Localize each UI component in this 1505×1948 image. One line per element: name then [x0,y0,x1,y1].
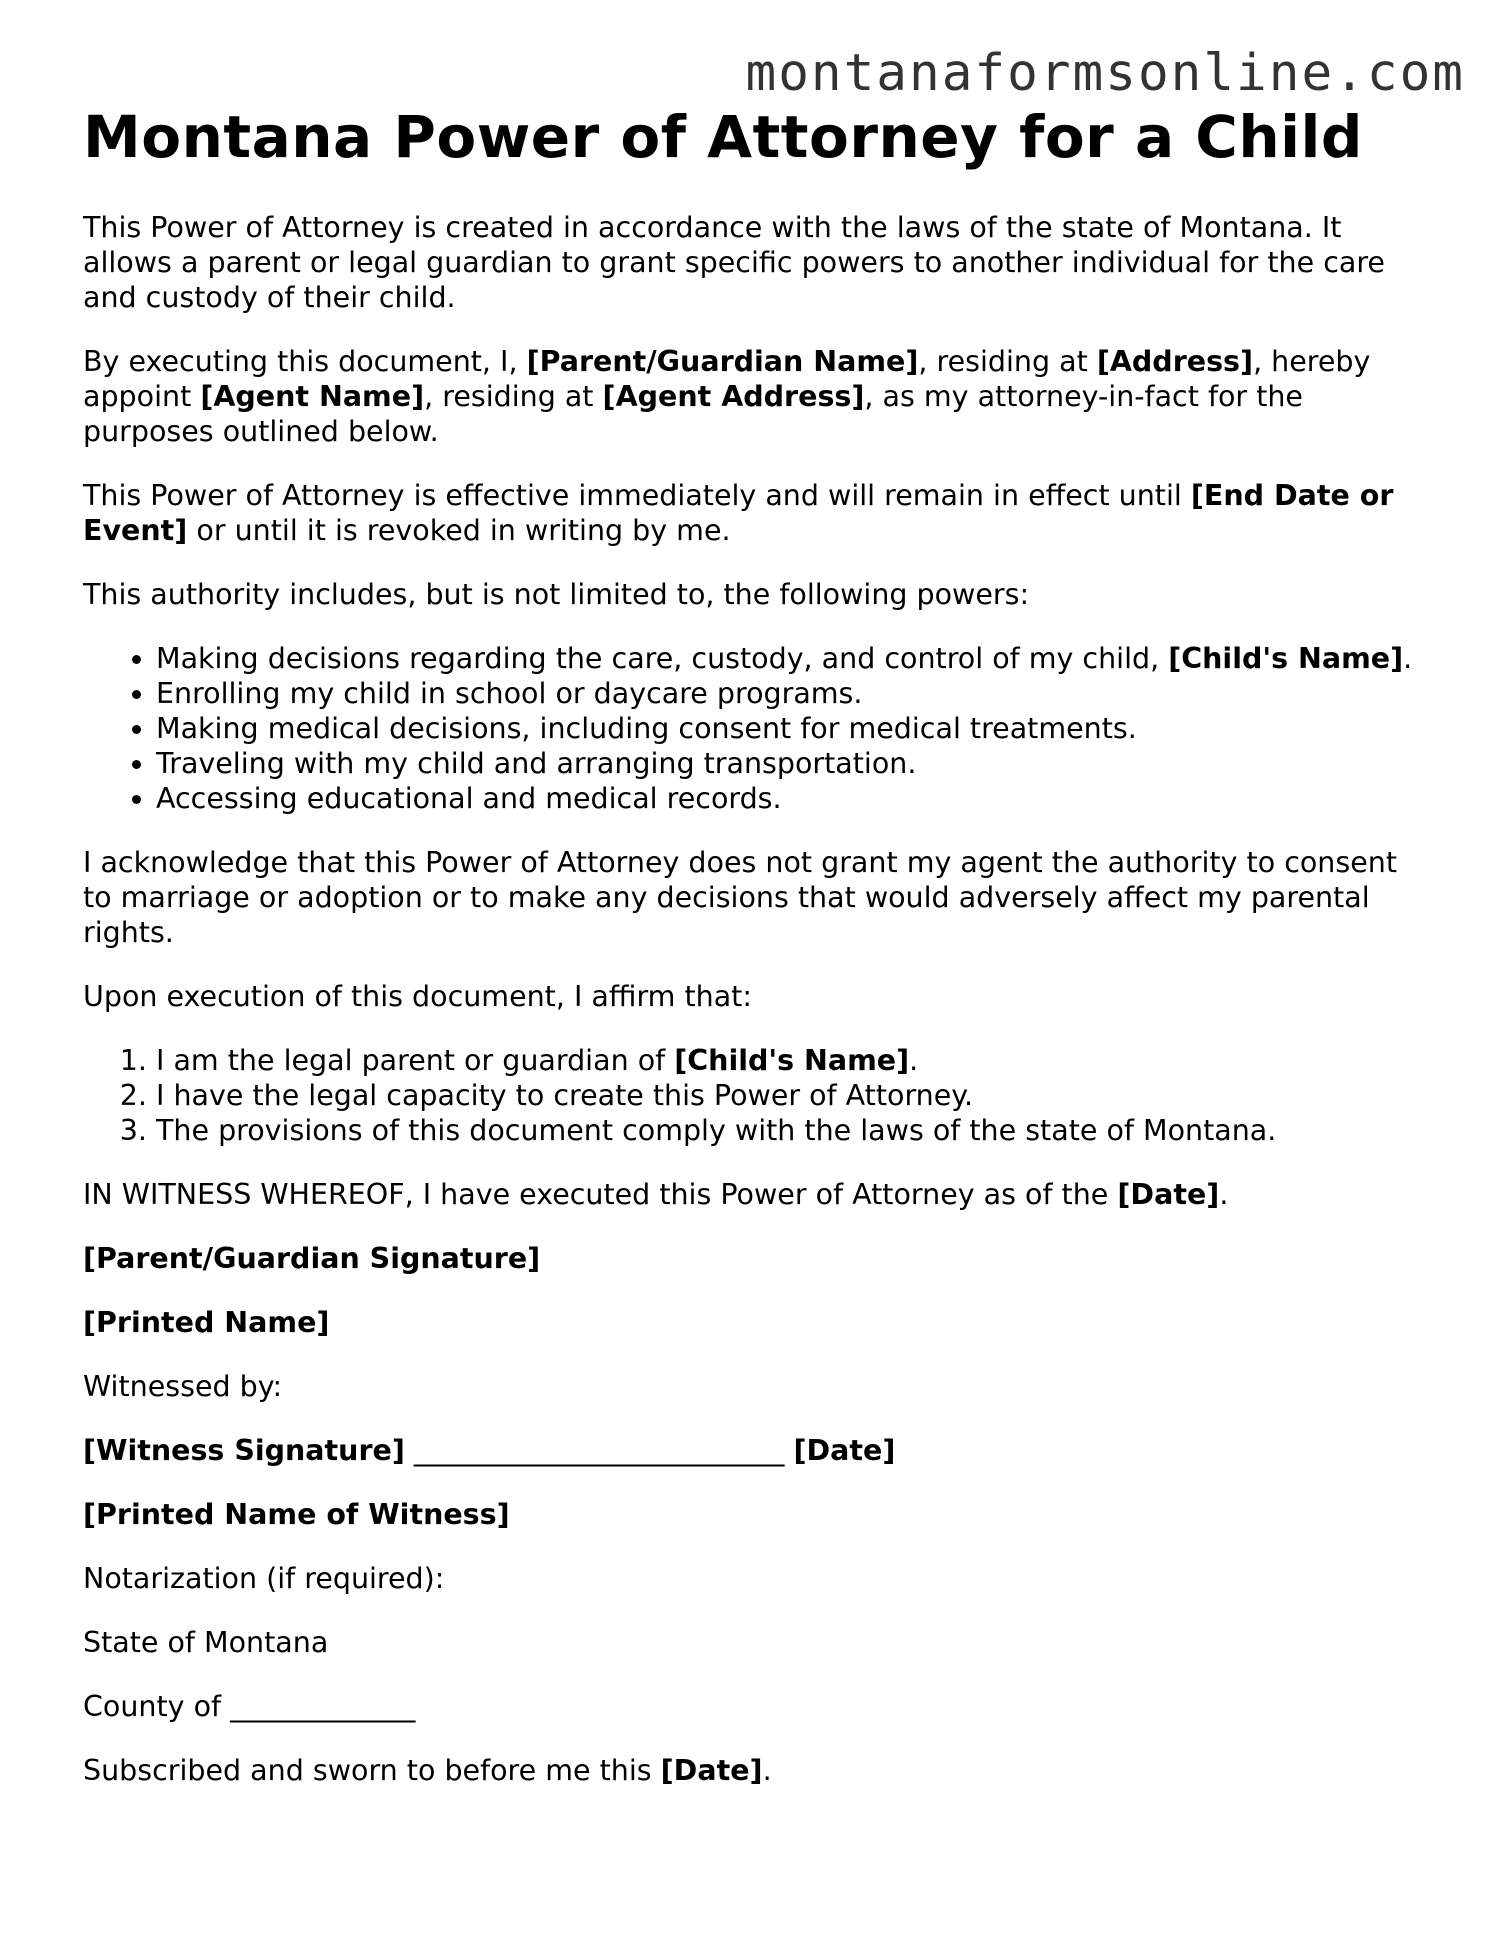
county-line: County of _____________ [83,1689,416,1723]
state-line: State of Montana [83,1625,329,1659]
affirm-intro: Upon execution of this document, I affirm that: [83,979,752,1013]
address-field: [Address] [1096,344,1254,378]
document-body [83,103,1423,1817]
list-item: 1. I am the legal parent or guardian of [Child's Name]. [156,1043,1423,1078]
parent-signature-line: [Parent/Guardian Signature] [83,1241,541,1275]
appointment-paragraph: By executing this document, I, [Parent/Guardian Name], residing at [Address], hereby appoint [Agent Name], residing at [Agent Address], as my attorney-in-fact for the purposes outlined below. [83,344,1371,448]
list-item: • Enrolling my child in school or daycare programs. [156,676,1423,711]
list-item: 2. I have the legal capacity to create this Power of Attorney. [156,1078,1423,1113]
date-field: [Date] [793,1433,896,1467]
witness-signature-line: [Witness Signature] __________________________ [Date] [83,1433,896,1467]
printed-name-line: [Printed Name] [83,1305,330,1339]
effective-paragraph: This Power of Attorney is effective immediately and will remain in effect until [End Date or Event] or until it is revoked in writing by me. [83,478,1394,547]
witnessed-by-label: Witnessed by: [83,1369,283,1403]
site-watermark: montanaformsonline.com [745,44,1465,103]
date-field: [Date] [1117,1177,1220,1211]
witness-whereof-paragraph: IN WITNESS WHEREOF, I have executed this Power of Attorney as of the [Date]. [83,1177,1229,1211]
child-name-field: [Child's Name] [1168,641,1404,675]
date-field: [Date] [660,1753,763,1787]
affirmations-list [83,1043,1423,1148]
list-item: • Accessing educational and medical records. [156,781,1423,816]
parent-name-field: [Parent/Guardian Name] [526,344,919,378]
witness-printed-name-line: [Printed Name of Witness] [83,1497,510,1531]
document-title: Montana Power of Attorney for a Child [83,103,1363,171]
end-date-field: [End Date or Event] [83,478,1394,547]
list-item: • Making decisions regarding the care, custody, and control of my child, [Child's Name]. [156,641,1423,676]
powers-list [83,641,1423,816]
child-name-field: [Child's Name] [674,1043,910,1077]
powers-intro: This authority includes, but is not limited to, the following powers: [83,577,1030,611]
list-item: • Making medical decisions, including consent for medical treatments. [156,711,1423,746]
intro-paragraph: This Power of Attorney is created in accordance with the laws of the state of Montana. It allows a parent or legal guardian to grant specific powers to another individual for the care and custody of their child. [83,210,1385,314]
agent-name-field: [Agent Name] [200,379,425,413]
list-item: 3. The provisions of this document comply with the laws of the state of Montana. [156,1113,1423,1148]
agent-address-field: [Agent Address] [602,379,865,413]
subscribed-line: Subscribed and sworn to before me this [Date]. [83,1753,772,1787]
list-item: • Traveling with my child and arranging transportation. [156,746,1423,781]
acknowledge-paragraph: I acknowledge that this Power of Attorney does not grant my agent the authority to consent to marriage or adoption or to make any decisions that would adversely affect my parental rights. [83,845,1397,949]
notarization-label: Notarization (if required): [83,1561,445,1595]
